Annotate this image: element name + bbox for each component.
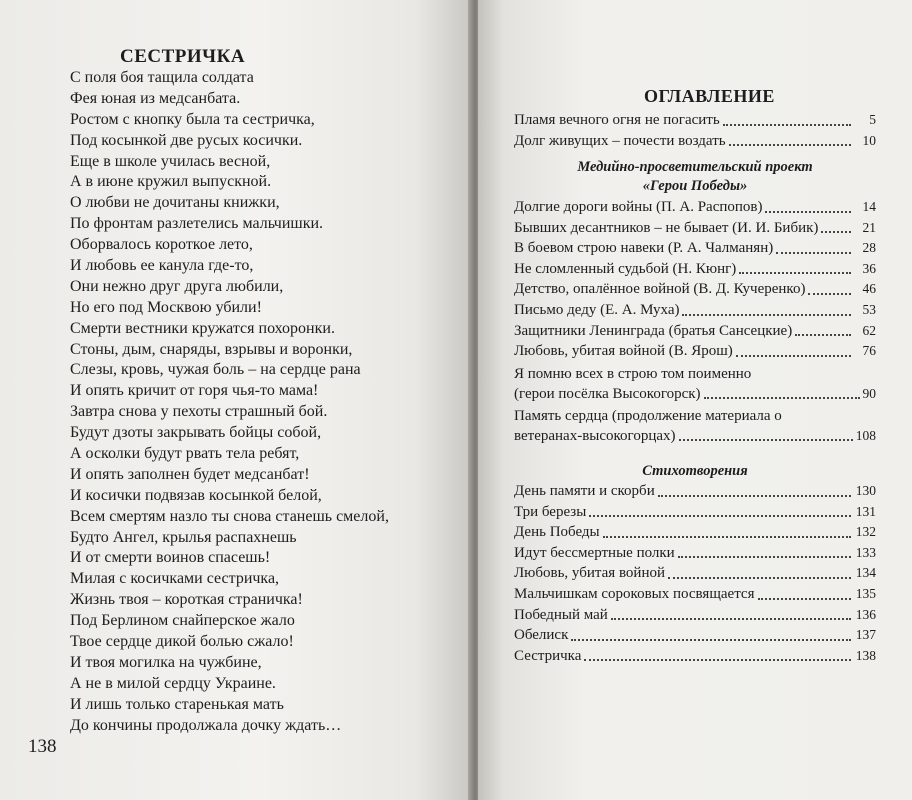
toc-entry-memory-line2: ветеранах-высокогорцах) xyxy=(514,428,676,444)
leader-dots xyxy=(682,313,851,316)
toc-entry-heroes-line1: Я помню всех в строю том поименно xyxy=(514,366,752,382)
toc-entry-title: День памяти и скорби xyxy=(514,483,655,499)
leader-dots xyxy=(668,576,851,579)
project-heading xyxy=(514,158,876,196)
leader-dots xyxy=(729,143,851,146)
toc-page-number: 132 xyxy=(855,524,876,540)
toc-entry-title: Мальчишкам сороковых посвящается xyxy=(514,585,755,602)
toc-entry[interactable] xyxy=(514,341,876,362)
poem-line: Ростом с кнопку была та сестричка, xyxy=(70,110,315,128)
toc-entry[interactable] xyxy=(514,563,876,584)
leader-dots xyxy=(571,638,851,641)
poem-line: Под Берлином снайперское жало xyxy=(70,612,295,630)
leader-dots xyxy=(821,230,851,233)
toc-page-number: 136 xyxy=(855,606,876,622)
toc-page-number: 62 xyxy=(862,322,876,338)
poem-line: О любви не дочитаны книжки, xyxy=(70,194,280,212)
poem-line: Фея юная из медсанбата. xyxy=(70,89,241,107)
poem-line: С поля боя тащила солдата xyxy=(70,69,254,86)
poem-line: Под косынкой две русых косички. xyxy=(70,131,303,149)
toc-entry[interactable] xyxy=(514,502,876,523)
leader-dots xyxy=(758,597,852,600)
contents-title: ОГЛАВЛЕНИЕ xyxy=(644,86,775,106)
poem-line: Оборвалось короткое лето, xyxy=(70,236,253,254)
toc-page-number: 36 xyxy=(862,260,876,276)
poem-line: Стоны, дым, снаряды, взрывы и воронки, xyxy=(70,340,353,358)
poem-line: И лишь только старенькая мать xyxy=(70,695,284,713)
toc-entry[interactable] xyxy=(514,259,876,280)
toc-entry-title: Идут бессмертные полки xyxy=(514,544,675,561)
leader-dots xyxy=(584,658,851,661)
toc-entry[interactable] xyxy=(514,543,876,564)
toc-entry[interactable] xyxy=(514,321,876,342)
poem-line: Твое сердце дикой болью сжало! xyxy=(70,633,294,651)
project-heading-line1: Медийно-просветительский проект xyxy=(577,159,813,175)
leader-dots xyxy=(611,617,851,620)
toc-entry-title: День Победы xyxy=(514,524,600,541)
poem-line: И от смерти воинов спасешь! xyxy=(70,549,271,567)
toc-page-number: 46 xyxy=(862,281,876,297)
toc-entry-title: Письмо деду (Е. А. Муха) xyxy=(514,301,680,318)
toc-entry-title: Пламя вечного огня не погасить xyxy=(514,112,720,128)
poem-line: Они нежно друг друга любили, xyxy=(70,277,284,295)
project-heading-line2: «Герои Победы» xyxy=(642,178,748,194)
leader-dots xyxy=(658,494,851,497)
poem-line: По фронтам разлетелись мальчишки. xyxy=(70,215,324,233)
toc-entry[interactable] xyxy=(514,300,876,321)
poem-line: Всем смертям назло ты снова станешь смелой, xyxy=(70,507,389,525)
toc-page-number: 133 xyxy=(855,544,876,560)
toc-entry-title: Защитники Ленинграда (братья Сансецкие) xyxy=(514,322,793,339)
poem-line: Но его под Москвою убили! xyxy=(70,298,262,316)
toc-entry-title: Любовь, убитая войной (В. Ярош) xyxy=(514,343,733,360)
toc-entry[interactable] xyxy=(514,131,876,152)
toc-entry[interactable] xyxy=(514,646,876,667)
poems-heading: Стихотворения xyxy=(642,463,748,479)
poem-text xyxy=(70,68,389,737)
toc-entry-title: Детство, опалённое войной (В. Д. Кучеренко) xyxy=(514,281,806,298)
poem-line: Завтра снова у пехоты страшный бой. xyxy=(70,403,328,421)
leader-dots xyxy=(736,354,851,357)
toc-entry-memory[interactable] xyxy=(514,406,876,446)
toc-entry[interactable] xyxy=(514,584,876,605)
toc-page-number: 137 xyxy=(855,627,876,643)
toc-entry-title: Долг живущих – почести воздать xyxy=(514,132,726,149)
leader-dots xyxy=(704,396,860,399)
toc-entry[interactable] xyxy=(514,625,876,646)
toc-entry[interactable] xyxy=(514,481,876,502)
leader-dots xyxy=(679,438,853,441)
toc-entry-title: Победный май xyxy=(514,606,608,623)
toc-entry[interactable] xyxy=(514,605,876,626)
leader-dots xyxy=(603,535,851,538)
poem-line: Жизнь твоя – короткая страничка! xyxy=(70,591,303,609)
toc-entry-title: Три березы xyxy=(514,503,587,520)
poem-line: И опять кричит от горя чья-то мама! xyxy=(70,382,319,400)
toc-entry[interactable] xyxy=(514,238,876,259)
leader-dots xyxy=(723,123,851,126)
toc-page-number: 108 xyxy=(855,428,876,443)
poem-line: Смерти вестники кружатся похоронки. xyxy=(70,319,335,337)
toc-entry-heroes[interactable] xyxy=(514,364,876,404)
leader-dots xyxy=(765,210,851,213)
toc-entry[interactable] xyxy=(514,110,876,131)
toc-entry-title: Не сломленный судьбой (Н. Кюнг) xyxy=(514,260,737,277)
leader-dots xyxy=(589,514,851,517)
toc-entry[interactable] xyxy=(514,279,876,300)
leader-dots xyxy=(808,292,851,295)
contents-group-project xyxy=(514,197,876,362)
poem-line: Милая с косичками сестричка, xyxy=(70,570,280,588)
toc-page-number: 28 xyxy=(862,240,876,256)
toc-entry-title: Долгие дороги войны (П. А. Распопов) xyxy=(514,199,763,215)
leader-dots xyxy=(739,271,851,274)
toc-entry[interactable] xyxy=(514,522,876,543)
poem-line: А осколки будут рвать тела ребят, xyxy=(70,445,300,463)
toc-entry-memory-note: (продолжение материала о xyxy=(611,408,782,424)
toc-entry-title: Бывших десантников – не бывает (И. И. Бибик) xyxy=(514,219,819,236)
toc-entry[interactable] xyxy=(514,197,876,218)
toc-page-number: 21 xyxy=(862,219,876,235)
poem-line: Слезы, кровь, чужая боль – на сердце рана xyxy=(70,361,361,379)
toc-page-number: 90 xyxy=(862,386,876,401)
toc-page-number: 130 xyxy=(855,483,876,498)
toc-page-number: 14 xyxy=(862,199,876,214)
poem-line: До кончины продолжала дочку ждать… xyxy=(70,716,342,734)
toc-entry-title: Обелиск xyxy=(514,627,569,644)
poem-line: Будто Ангел, крылья распахнешь xyxy=(70,528,297,546)
poem-line: И твоя могилка на чужбине, xyxy=(70,653,262,671)
toc-entry-heroes-line2: (герои посёлка Высокогорск) xyxy=(514,386,701,402)
toc-entry-title: Сестричка xyxy=(514,647,582,664)
toc-page-number: 10 xyxy=(862,132,876,148)
toc-page-number: 138 xyxy=(855,647,876,663)
toc-entry-memory-title: Память сердца xyxy=(514,408,612,424)
contents-group-poems xyxy=(514,481,876,666)
poem-title: СЕСТРИЧКА xyxy=(120,46,246,67)
toc-page-number: 134 xyxy=(855,565,876,581)
leader-dots xyxy=(795,333,851,336)
toc-page-number: 53 xyxy=(862,301,876,317)
toc-entry[interactable] xyxy=(514,218,876,239)
contents-group-intro xyxy=(514,110,876,151)
poem-line: Будут дзоты закрывать бойцы собой, xyxy=(70,424,322,442)
toc-page-number: 131 xyxy=(855,503,876,519)
poem-line: И любовь ее канула где-то, xyxy=(70,257,254,275)
poem-line: И косички подвязав косынкой белой, xyxy=(70,486,322,504)
toc-page-number: 5 xyxy=(869,112,876,127)
toc-entry-title: Любовь, убитая войной xyxy=(514,565,666,582)
toc-page-number: 135 xyxy=(855,585,876,601)
poem-line: И опять заполнен будет медсанбат! xyxy=(70,465,310,483)
leader-dots xyxy=(776,251,851,254)
poem-line: А в июне кружил выпускной. xyxy=(70,173,272,191)
toc-entry-title: В боевом строю навеки (Р. А. Чалманян) xyxy=(514,240,774,257)
page-number: 138 xyxy=(28,736,57,757)
toc-page-number: 76 xyxy=(862,343,876,359)
poem-line: Еще в школе училась весной, xyxy=(70,152,271,170)
poem-line: А не в милой сердцу Украине. xyxy=(70,674,276,692)
leader-dots xyxy=(678,555,851,558)
